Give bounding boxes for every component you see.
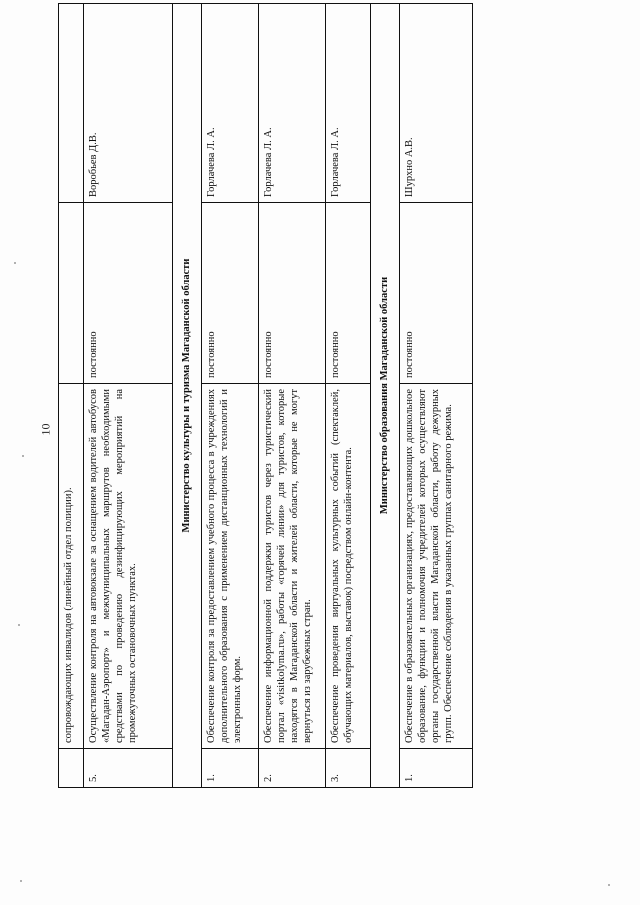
row-number: 1. bbox=[202, 749, 259, 788]
row-number: 5. bbox=[84, 749, 173, 788]
section-title: Министерство культуры и туризма Магаданской области bbox=[173, 4, 202, 788]
row-responsible bbox=[59, 4, 84, 203]
table-row bbox=[326, 4, 371, 788]
page-number: 10 bbox=[38, 423, 53, 436]
row-term: постоянно bbox=[84, 203, 173, 384]
row-number: 2. bbox=[259, 749, 326, 788]
row-description: сопровождающих инвалидов (линейный отдел полиции). bbox=[59, 384, 84, 749]
row-term bbox=[59, 203, 84, 384]
row-responsible: Шурхно А.В. bbox=[400, 4, 473, 203]
row-responsible: Горлачева Л. А. bbox=[259, 4, 326, 203]
row-description: Обеспечение информационной поддержки туристов через туристический портал «visitkolyma.ru», работы «горячей линии» для туристов, которые находятся в Магаданской области и жителей области, которые не могут вернуться из зарубежных стран. bbox=[259, 384, 326, 749]
row-responsible: Горлачева Л. А. bbox=[202, 4, 259, 203]
row-description: Обеспечение в образовательных организациях, предоставляющих дошкольное образование, функции и полномочия учредителей которых осуществляют органы государственной власти Магаданской области, работу дежурных групп. Обеспечение соблюдения в указанных группах санитарного режима. bbox=[400, 384, 473, 749]
row-number: 1. bbox=[400, 749, 473, 788]
row-term: постоянно bbox=[259, 203, 326, 384]
table-row bbox=[84, 4, 173, 788]
row-number bbox=[59, 749, 84, 788]
rotated-table-container bbox=[58, 28, 588, 788]
row-description: Обеспечение контроля за предоставлением учебного процесса в учреждениях дополнительного образования с применением дистанционных технологий и электронных форм. bbox=[202, 384, 259, 749]
row-description: Обеспечение проведения виртуальных культурных событий (спектаклей, обучающих материалов, выставок) посредством онлайн-контента. bbox=[326, 384, 371, 749]
row-responsible: Горлачева Л. А. bbox=[326, 4, 371, 203]
row-responsible: Воробьев Д.В. bbox=[84, 4, 173, 203]
row-term: постоянно bbox=[326, 203, 371, 384]
section-header-row bbox=[173, 4, 202, 788]
row-term: постоянно bbox=[400, 203, 473, 384]
row-term: постоянно bbox=[202, 203, 259, 384]
section-header-row bbox=[371, 4, 400, 788]
table-row bbox=[400, 4, 473, 788]
table-row bbox=[59, 4, 84, 788]
row-number: 3. bbox=[326, 749, 371, 788]
row-description: Осуществление контроля на автовокзале за оснащением водителей автобусов «Магадан-Аэропорт» и межмуниципальных маршрутов необходимыми средствами по проведению дезинфицирующих мероприятий на промежуточных остановочных пунктах. bbox=[84, 384, 173, 749]
table-row bbox=[259, 4, 326, 788]
table-row bbox=[202, 4, 259, 788]
measures-table bbox=[58, 3, 473, 788]
section-title: Министерство образования Магаданской области bbox=[371, 4, 400, 788]
